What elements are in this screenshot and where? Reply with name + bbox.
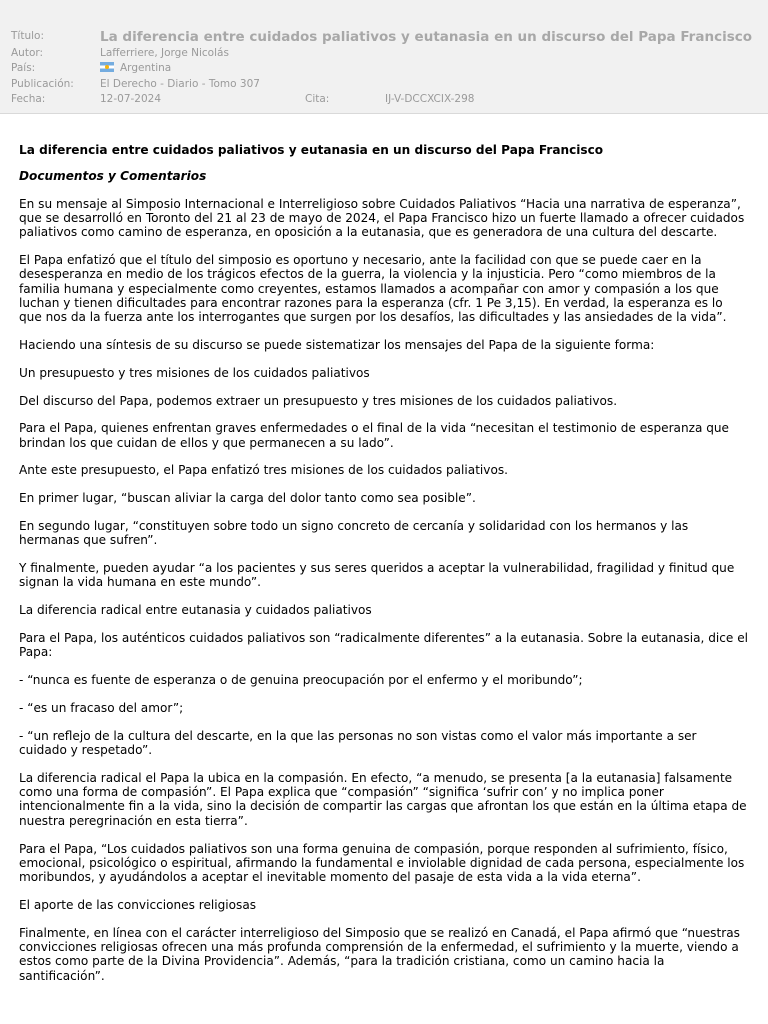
paragraph: En segundo lugar, “constituyen sobre todo un signo concreto de cercanía y solidaridad con los hermanos y las hermanas que sufren”. [19,519,689,548]
subheading: Un presupuesto y tres misiones de los cuidados paliativos [19,365,370,380]
document-body [0,114,768,983]
publicacion-value: El Derecho - Diario - Tomo 307 [100,78,260,90]
subheading: La diferencia radical entre eutanasia y cuidados paliativos [19,603,372,618]
titulo-value: La diferencia entre cuidados paliativos y eutanasia en un discurso del Papa Francisco [100,29,753,45]
autor-value: Lafferriere, Jorge Nicolás [100,47,229,59]
paragraph: Para el Papa, quienes enfrentan graves enfermedades o el final de la vida “necesitan el testimonio de esperanza que brindan los que cuidan de ellos y que permanecen a su lado”. [19,421,729,450]
paragraph: En primer lugar, “buscan aliviar la carga del dolor tanto como sea posible”. [19,491,476,506]
document-title: La diferencia entre cuidados paliativos y eutanasia en un discurso del Papa Francisco [19,143,604,157]
list-item: - “es un fracaso del amor”; [19,700,184,715]
pais-label: País: [11,62,36,74]
paragraph: Para el Papa, “Los cuidados paliativos son una forma genuina de compasión, porque responden al sufrimiento, físico, emocional, psicológico o espiritual, afirmando la fundamental e inviolable dignidad de cada persona, especialmente los moribundos, y ayudándolos a aceptar el inevitable momento del pasaje de esta vida a la vida eterna”. [19,841,745,885]
paragraph: Y finalmente, pueden ayudar “a los pacientes y sus seres queridos a aceptar la vulnerabilidad, fragilidad y finitud que signan la vida humana en este mundo”. [19,561,735,590]
paragraph: Haciendo una síntesis de su discurso se puede sistematizar los mensajes del Papa de la siguiente forma: [19,337,655,352]
section-heading: Documentos y Comentarios [19,169,207,184]
titulo-label: Título: [11,30,44,42]
list-item: - “un reflejo de la cultura del descarte, en la que las personas no son vistas como el valor más importante a ser cuidado y respetado”. [19,728,697,758]
cita-value: IJ-V-DCCXCIX-298 [385,93,475,105]
fecha-label: Fecha: [11,93,46,105]
paragraph: La diferencia radical el Papa la ubica en la compasión. En efecto, “a menudo, se presenta [a la eutanasia] falsamente como una forma de compasión”. El Papa explica que “compasión” “significa ‘sufrir con’ y no implica poner intencionalmente fin a la vida, sino la decisión de compartir las cargas que afrontan los que están en la última etapa de nuestra peregrinación en esta tierra”. [19,770,747,828]
publicacion-label: Publicación: [11,78,74,90]
subheading: El aporte de las convicciones religiosas [19,897,257,912]
argentina-flag-icon [100,62,114,72]
paragraph: En su mensaje al Simposio Internacional e Interreligioso sobre Cuidados Paliativos “Hacia una narrativa de esperanza”, que se desarrolló en Toronto del 21 al 23 de mayo de 2024, el Papa Francisco hizo un fuerte llamado a ofrecer cuidados paliativos como camino de esperanza, en oposición a la eutanasia, que es generadora de una cultura del descarte. [19,196,745,240]
paragraph: El Papa enfatizó que el título del simposio es oportuno y necesario, ante la facilidad con que se puede caer en la desesperanza en medio de los trágicos efectos de la guerra, la violencia y la injusticia. Pero “como miembros de la familia humana y especialmente como creyentes, estamos llamados a acompañar con amor y compasión a los que luchan y tienen dificultades para encontrar razones para la esperanza (cfr. 1 Pe 3,15). En verdad, la esperanza es lo que nos da la fuerza ante los interrogantes que surgen por los desafíos, las dificultades y las ansiedades de la vida”. [19,252,727,325]
paragraph: Ante este presupuesto, el Papa enfatizó tres misiones de los cuidados paliativos. [19,463,508,478]
paragraph: Del discurso del Papa, podemos extraer un presupuesto y tres misiones de los cuidados paliativos. [19,393,618,408]
pais-value: Argentina [120,62,172,74]
fecha-value: 12-07-2024 [100,93,162,105]
list-item: - “nunca es fuente de esperanza o de genuina preocupación por el enfermo y el moribundo”; [19,673,583,688]
cita-label: Cita: [305,93,330,105]
document-metadata [0,0,768,114]
paragraph: Para el Papa, los auténticos cuidados paliativos son “radicalmente diferentes” a la eutanasia. Sobre la eutanasia, dice el Papa: [19,631,748,660]
paragraph: Finalmente, en línea con el carácter interreligioso del Simposio que se realizó en Canadá, el Papa afirmó que “nuestras convicciones religiosas ofrecen una más profunda comprensión de la enfermedad, el sufrimiento y la muerte, viendo a estos como parte de la Divina Providencia”. Además, “para la tradición cristiana, como un camino hacia la santificación”. [19,925,740,983]
pais-value-wrap [100,62,171,74]
autor-label: Autor: [11,47,44,59]
